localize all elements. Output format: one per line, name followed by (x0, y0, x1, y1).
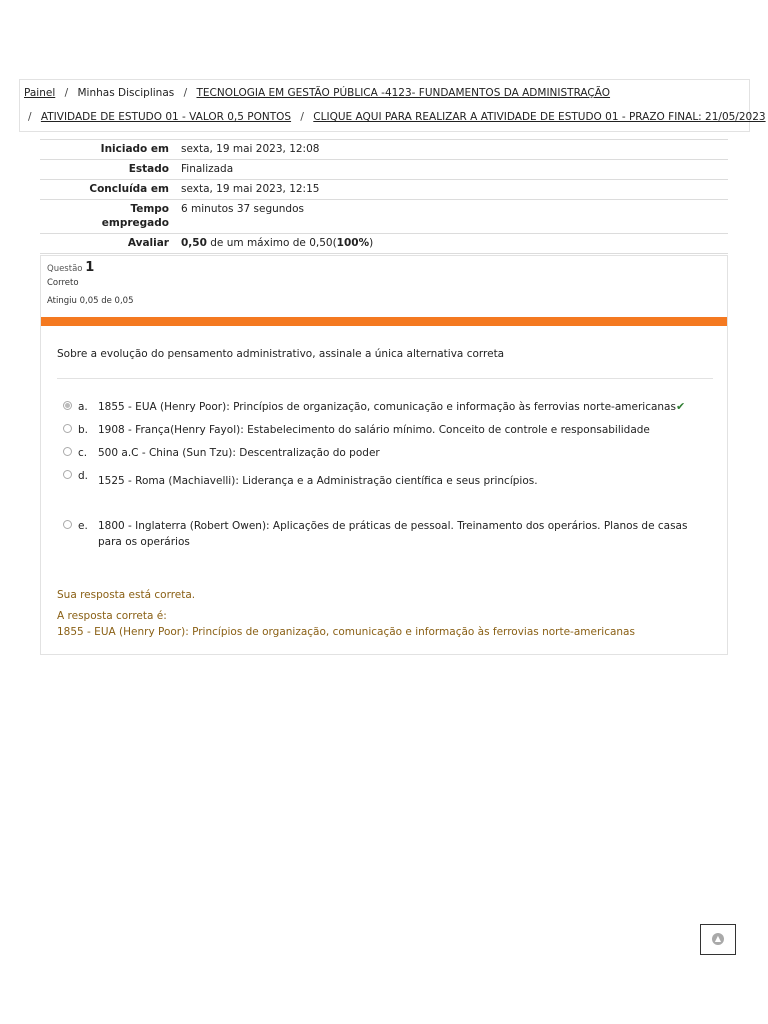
summary-value: Finalizada (175, 160, 728, 180)
question-grade: Atingiu 0,05 de 0,05 (47, 296, 134, 306)
question-number (47, 260, 133, 275)
breadcrumb-item-disciplinas: Minhas Disciplinas (77, 87, 175, 99)
breadcrumb-link-quiz[interactable]: CLIQUE AQUI PARA REALIZAR A ATIVIDADE DE ESTUDO 01 - PRAZO FINAL: 21/05/2023 (313, 111, 766, 123)
answer-option-d[interactable] (63, 468, 538, 487)
option-text: 500 a.C - China (Sun Tzu): Descentralização do poder (98, 447, 380, 459)
breadcrumb-link-activity[interactable]: ATIVIDADE DE ESTUDO 01 - VALOR 0,5 PONTOS (40, 111, 292, 123)
summary-label: Iniciado em (40, 140, 175, 160)
summary-row-state (40, 160, 728, 180)
summary-row-completed (40, 180, 728, 200)
option-letter: e. (78, 520, 88, 532)
question-accent-bar (41, 317, 727, 326)
summary-label: Avaliar (40, 234, 175, 254)
radio-button[interactable] (63, 401, 72, 410)
check-icon: ✔ (675, 400, 686, 413)
option-text: 1908 - França(Henry Fayol): Estabelecimento do salário mínimo. Conceito de controle e responsabilidade (98, 424, 650, 436)
feedback-correct: Sua resposta está correta. (57, 589, 196, 601)
breadcrumb-separator: / (28, 111, 32, 123)
attempt-summary-table (40, 139, 728, 254)
summary-value: 6 minutos 37 segundos (175, 200, 728, 234)
answer-option-e[interactable] (63, 518, 688, 548)
option-text: 1800 - Inglaterra (Robert Owen): Aplicações de práticas de pessoal. Treinamento dos operários. Planos de casas para os operários (98, 520, 688, 548)
summary-value (175, 234, 728, 254)
answer-option-c[interactable] (63, 445, 380, 461)
summary-label: Tempo empregado (40, 200, 175, 234)
option-letter: d. (78, 470, 89, 482)
question-text: Sobre a evolução do pensamento administrativo, assinale a única alternativa correta (57, 348, 505, 360)
grade-text-end: ) (369, 237, 374, 249)
option-letter: c. (78, 447, 88, 459)
summary-row-grade (40, 234, 728, 254)
summary-label: Estado (40, 160, 175, 180)
summary-value: sexta, 19 mai 2023, 12:15 (175, 180, 728, 200)
back-to-top-button[interactable] (700, 924, 736, 955)
breadcrumb-link-painel[interactable]: Painel (24, 87, 56, 99)
answer-option-a[interactable] (63, 399, 686, 415)
grade-percent: 100% (336, 237, 370, 249)
option-text: 1855 - EUA (Henry Poor): Princípios de organização, comunicação e informação às ferrovias norte-americanas (98, 401, 676, 413)
summary-row-started (40, 140, 728, 160)
radio-button[interactable] (63, 447, 72, 456)
answer-option-b[interactable] (63, 422, 650, 438)
question-card (40, 255, 728, 655)
grade-text: de um máximo de 0,50( (206, 237, 337, 249)
option-text-wrap (98, 399, 685, 415)
option-text: 1525 - Roma (Machiavelli): Liderança e a Administração científica e seus princípios. (98, 475, 538, 487)
radio-button[interactable] (63, 424, 72, 433)
summary-row-time (40, 200, 728, 234)
divider (57, 378, 713, 379)
question-info (47, 260, 133, 306)
grade-score: 0,50 (181, 237, 207, 249)
chevron-up-icon: ▲ (712, 933, 724, 945)
summary-value: sexta, 19 mai 2023, 12:08 (175, 140, 728, 160)
right-answer-label: A resposta correta é: (57, 610, 167, 622)
radio-button[interactable] (63, 520, 72, 529)
question-label: Questão (47, 264, 83, 274)
right-answer-text: 1855 - EUA (Henry Poor): Princípios de organização, comunicação e informação às ferrovias norte-americanas (57, 626, 635, 638)
option-letter: a. (78, 401, 88, 413)
breadcrumb-separator: / (64, 87, 69, 99)
breadcrumb-link-course[interactable]: TECNOLOGIA EM GESTÃO PÚBLICA -4123- FUNDAMENTOS DA ADMINISTRAÇÃO (196, 87, 611, 99)
breadcrumb-separator: / (183, 87, 188, 99)
breadcrumb-separator: / (300, 111, 304, 123)
radio-button[interactable] (63, 470, 72, 479)
summary-label: Concluída em (40, 180, 175, 200)
question-number-value: 1 (85, 260, 95, 275)
option-letter: b. (78, 424, 89, 436)
question-state: Correto (47, 278, 79, 288)
breadcrumb (19, 79, 766, 132)
